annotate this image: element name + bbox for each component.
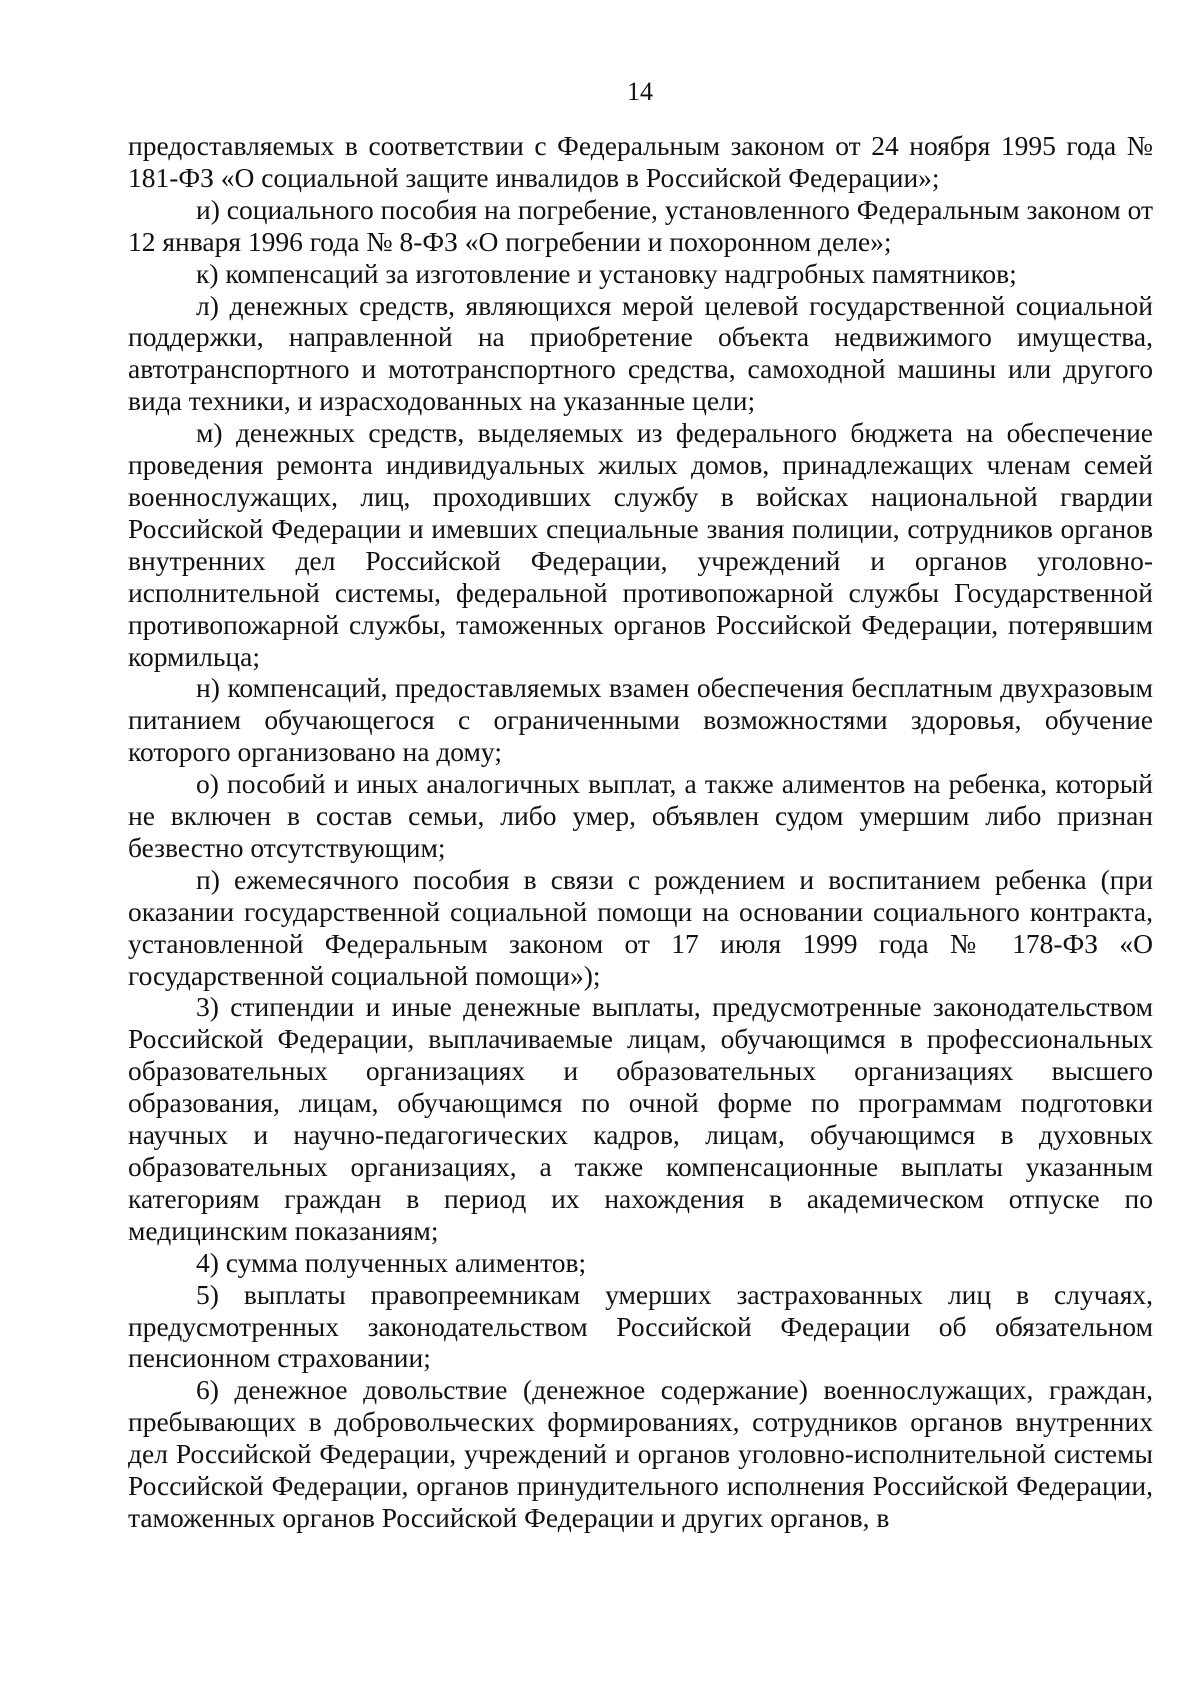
paragraph-item-3: 3) стипендии и иные денежные выплаты, предусмотренные законодательством Российской Федерации, выплачиваемые лицам, обучающимся в профессиональных образовательных организациях и образовательных организациях высшего образования, лицам, обучающимся по очной форме по программам подготовки научных и научно-педагогических кадров, лицам, обучающимся в духовных образовательных организациях, а также компенсационные выплаты указанным категориям граждан в период их нахождения в академическом отпуске по медицинским показаниям;: [128, 991, 1153, 1246]
paragraph-item-m: м) денежных средств, выделяемых из федерального бюджета на обеспечение проведения ремонта индивидуальных жилых домов, принадлежащих членам семей военнослужащих, лиц, проходивших службу в войсках национальной гвардии Российской Федерации и имевших специальные звания полиции, сотрудников органов внутренних дел Российской Федерации, учреждений и органов уголовно-исполнительной системы, федеральной противопожарной службы Государственной противопожарной службы, таможенных органов Российской Федерации, потерявшим кормильца;: [128, 417, 1153, 672]
paragraph-item-p: п) ежемесячного пособия в связи с рождением и воспитанием ребенка (при оказании государственной социальной помощи на основании социального контракта, установленной Федеральным законом от 17 июля 1999 года № 178-ФЗ «О государственной социальной помощи»);: [128, 863, 1153, 991]
page-number: 14: [627, 77, 653, 106]
paragraph-item-l: л) денежных средств, являющихся мерой целевой государственной социальной поддержки, направленной на приобретение объекта недвижимого имущества, автотранспортного и мототранспортного средства, самоходной машины или другого вида техники, и израсходованных на указанные цели;: [128, 289, 1153, 417]
paragraph-item-i: и) социального пособия на погребение, установленного Федеральным законом от 12 января 1996 года № 8-ФЗ «О погребении и похоронном деле»;: [128, 193, 1153, 257]
paragraph-item-6: 6) денежное довольствие (денежное содержание) военнослужащих, граждан, пребывающих в добровольческих формированиях, сотрудников органов внутренних дел Российской Федерации, учреждений и органов уголовно-исполнительной системы Российской Федерации, органов принудительного исполнения Российской Федерации, таможенных органов Российской Федерации и других органов, в: [128, 1374, 1153, 1533]
paragraph-item-n: н) компенсаций, предоставляемых взамен обеспечения бесплатным двухразовым питанием обучающегося с ограниченными возможностями здоровья, обучение которого организовано на дому;: [128, 672, 1153, 768]
paragraph-item-5: 5) выплаты правопреемникам умерших застрахованных лиц в случаях, предусмотренных законодательством Российской Федерации об обязательном пенсионном страховании;: [128, 1278, 1153, 1374]
document-body: [128, 130, 1153, 1534]
paragraph-item-k: к) компенсаций за изготовление и установку надгробных памятников;: [196, 257, 1017, 289]
paragraph-item-o: о) пособий и иных аналогичных выплат, а также алиментов на ребенка, который не включен в состав семьи, либо умер, объявлен судом умершим либо признан безвестно отсутствующим;: [128, 768, 1153, 863]
paragraph-item-4: 4) сумма полученных алиментов;: [196, 1246, 587, 1278]
paragraph-continuation: предоставляемых в соответствии с Федеральным законом от 24 ноября 1995 года № 181-ФЗ «О социальной защите инвалидов в Российской Федерации»;: [128, 130, 1153, 193]
